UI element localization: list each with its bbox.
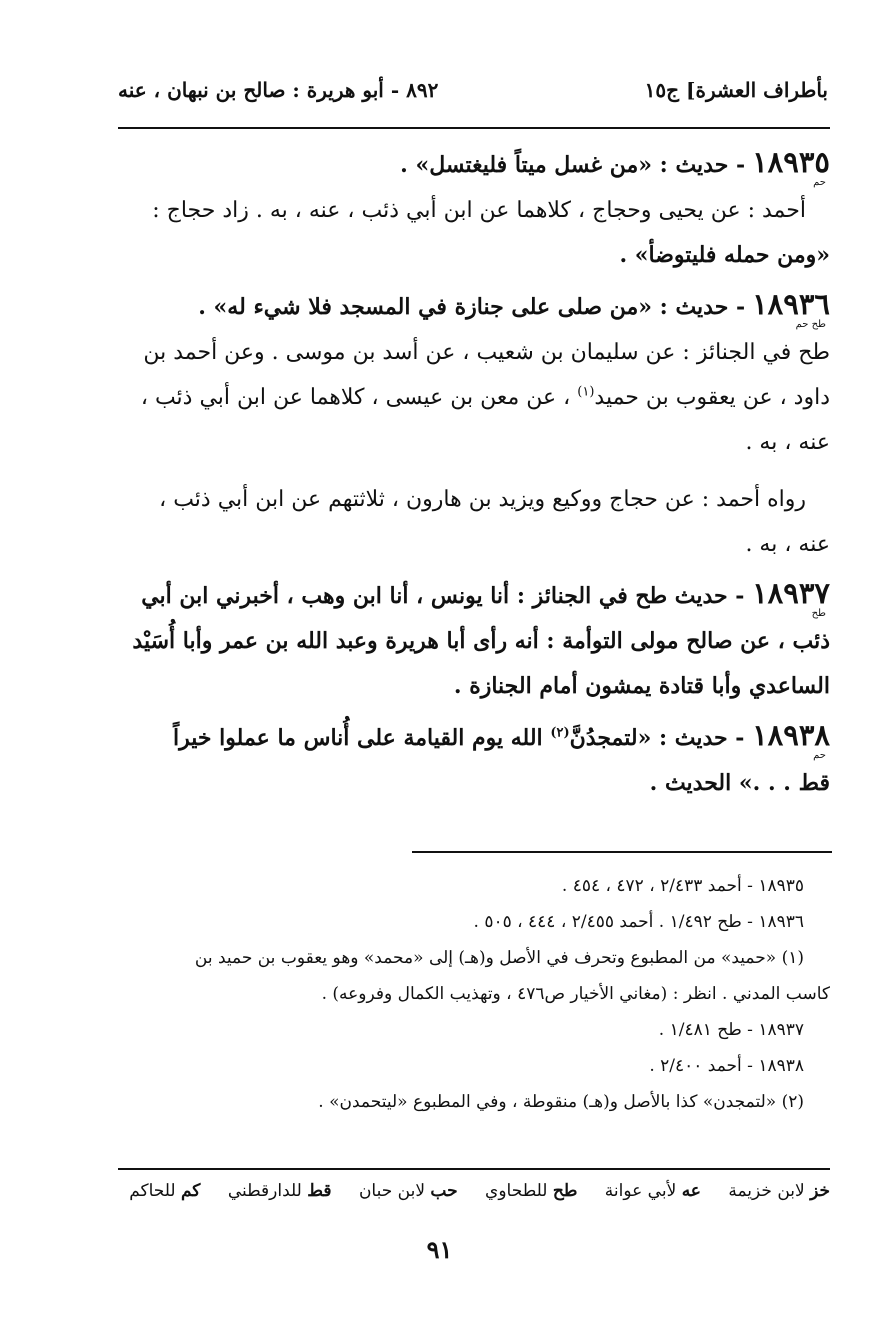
footnote-marker[interactable]: (٢) xyxy=(550,725,570,741)
isnad-text: طح في الجنائز : عن سليمان بن شعيب ، عن أسد بن موسى . وعن أحمد بن xyxy=(143,340,830,365)
hadith-number: ١٨٩٣٦ طح حم xyxy=(752,287,830,330)
source-siglum: طح حم xyxy=(795,319,826,330)
isnad-text: عنه ، به . xyxy=(745,532,830,557)
hadith-text: الله يوم القيامة على أُناس ما عملوا خيراً xyxy=(173,725,543,751)
hadith-text: - حديث طح في الجنائز : أنا يونس ، أنا ابن وهب ، أخبرني ابن أبي xyxy=(141,583,745,609)
footnote-line: كاسب المدني . انظر : (مغاني الأخيار ص٤٧٦ ، وتهذيب الكمال وفروعه) . xyxy=(321,984,830,1004)
footnote-line: ١٨٩٣٥ - أحمد ٢/٤٣٣ ، ٤٧٢ ، ٤٥٤ . xyxy=(561,876,804,896)
hadith-number: ١٨٩٣٥ حم xyxy=(752,145,830,188)
source-siglum: طح xyxy=(811,608,826,619)
header-right-text: بأطراف العشرة] ج١٥ xyxy=(644,78,828,102)
siglum-item: قط للدارقطني xyxy=(227,1181,332,1201)
hadith-number: ١٨٩٣٧ طح xyxy=(752,576,830,619)
footnote-line: ١٨٩٣٦ - طح ١/٤٩٢ . أحمد ٢/٤٥٥ ، ٤٤٤ ، ٥٠٥ . xyxy=(473,912,804,932)
footnote-line: (١) «حميد» من المطبوع وتحرف في الأصل و(هـ) إلى «محمد» وهو يعقوب بن حميد بن xyxy=(194,948,804,968)
hadith-entry xyxy=(118,282,830,567)
hadith-text: - حديث : «من صلى على جنازة في المسجد فلا شيء له» . xyxy=(198,294,746,320)
footnote-rule xyxy=(412,851,832,853)
hadith-entry xyxy=(118,140,830,278)
source-siglum: حم xyxy=(813,750,826,761)
header-left-text: ٨٩٢ - أبو هريرة : صالح بن نبهان ، عنه xyxy=(118,78,439,102)
isnad-text: داود ، عن يعقوب بن حميد xyxy=(594,385,830,410)
isnad-text: «ومن حمله فليتوضأ» . xyxy=(619,242,830,268)
main-text xyxy=(118,140,830,810)
isnad-text: عنه ، به . xyxy=(745,430,830,455)
running-header xyxy=(118,78,828,118)
footnote-line: ١٨٩٣٨ - أحمد ٢/٤٠٠ . xyxy=(649,1056,804,1076)
footnote-line: ١٨٩٣٧ - طح ١/٤٨١ . xyxy=(658,1020,804,1040)
header-rule xyxy=(118,127,830,129)
hadith-entry xyxy=(118,713,830,806)
hadith-number: ١٨٩٣٨ حم xyxy=(752,718,830,761)
isnad-text: أحمد : عن يحيى وحجاج ، كلاهما عن ابن أبي ذئب ، عنه ، به . زاد حجاج : xyxy=(152,198,806,223)
hadith-entry xyxy=(118,571,830,709)
hadith-text: قط . . .» الحديث . xyxy=(649,770,830,796)
hadith-text: - حديث : «من غسل ميتاً فليغتسل» . xyxy=(400,152,746,178)
sigla-rule xyxy=(118,1168,830,1170)
footnotes xyxy=(118,868,830,1120)
isnad-text: ، عن معن بن عيسى ، كلاهما عن ابن أبي ذئب ، xyxy=(140,385,571,410)
hadith-text: الساعدي وأبا قتادة يمشون أمام الجنازة . xyxy=(453,673,830,699)
siglum-item: خز لابن خزيمة xyxy=(728,1181,830,1201)
siglum-item: عه لأبي عوانة xyxy=(604,1181,701,1201)
source-siglum: حم xyxy=(813,177,826,188)
hadith-text: - حديث : «لتمجدُنَّ xyxy=(569,725,745,751)
siglum-item: طح للطحاوي xyxy=(485,1181,578,1201)
footnote-line: (٢) «لتمجدن» كذا بالأصل و(هـ) منقوطة ، وفي المطبوع «ليتحمدن» . xyxy=(318,1092,804,1112)
footnote-marker[interactable]: (١) xyxy=(577,384,595,400)
page-number: ٩١ xyxy=(426,1235,453,1264)
sigla-legend xyxy=(118,1181,830,1201)
siglum-item: كم للحاكم xyxy=(129,1181,201,1201)
hadith-text: ذئب ، عن صالح مولى التوأمة : أنه رأى أبا هريرة وعبد الله بن عمر وأبا أُسَيْد xyxy=(132,628,830,654)
isnad-text: رواه أحمد : عن حجاج ووكيع ويزيد بن هارون ، ثلاثتهم عن ابن أبي ذئب ، xyxy=(159,487,806,512)
siglum-item: حب لابن حبان xyxy=(358,1181,458,1201)
